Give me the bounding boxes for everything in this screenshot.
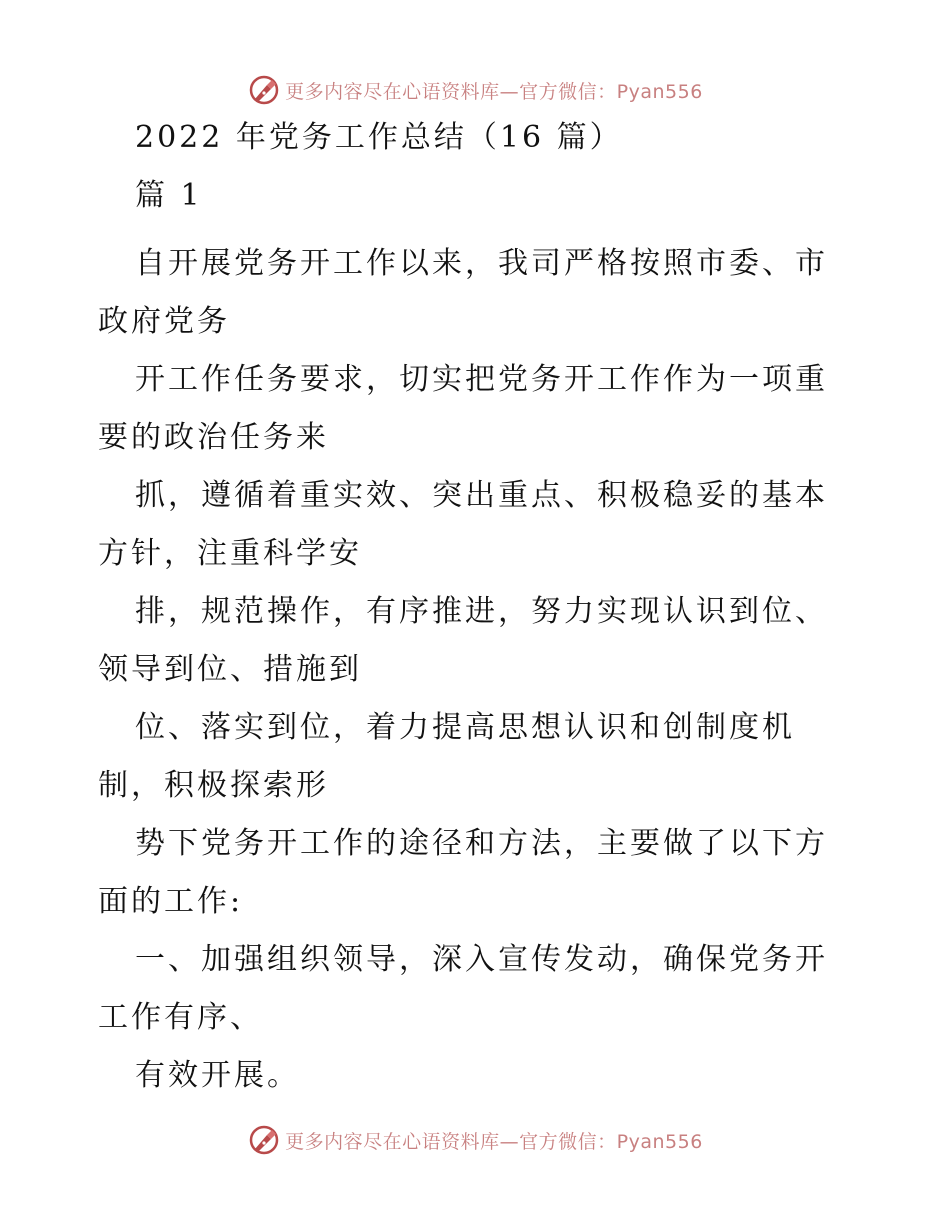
section-heading: 篇 1 [135,178,203,213]
paragraph-line: 工作有序、 [98,1000,263,1035]
paragraph-line: 势下党务开工作的途径和方法，主要做了以下方 [135,826,828,861]
paragraph-line: 有效开展。 [135,1058,300,1093]
paragraph-line: 排，规范操作，有序推进，努力实现认识到位、 [135,594,828,629]
pen-nib-logo-icon [247,1123,281,1157]
paragraph-line: 制，积极探索形 [98,768,329,803]
footer-watermark-banner [0,1120,950,1160]
header-watermark-banner [0,70,950,110]
paragraph-line: 方针，注重科学安 [98,536,362,571]
paragraph-line: 面的工作: [98,884,244,919]
paragraph-line: 一、加强组织领导，深入宣传发动，确保党务开 [135,942,828,977]
watermark-text: 更多内容尽在心语资料库—官方微信：Pyan556 [285,1130,703,1153]
paragraph-line: 要的政治任务来 [98,420,329,455]
paragraph-line: 位、落实到位，着力提高思想认识和创制度机 [135,710,795,745]
paragraph-line: 抓，遵循着重实效、突出重点、积极稳妥的基本 [135,478,828,513]
paragraph-line: 开工作任务要求，切实把党务开工作作为一项重 [135,362,828,397]
watermark-text: 更多内容尽在心语资料库—官方微信：Pyan556 [285,80,703,103]
document-title: 2022 年党务工作总结（16 篇） [135,120,623,155]
paragraph-line: 领导到位、措施到 [98,652,362,687]
paragraph-line: 自开展党务开工作以来，我司严格按照市委、市 [135,246,828,281]
pen-nib-logo-icon [247,73,281,107]
paragraph-line: 政府党务 [98,304,230,339]
